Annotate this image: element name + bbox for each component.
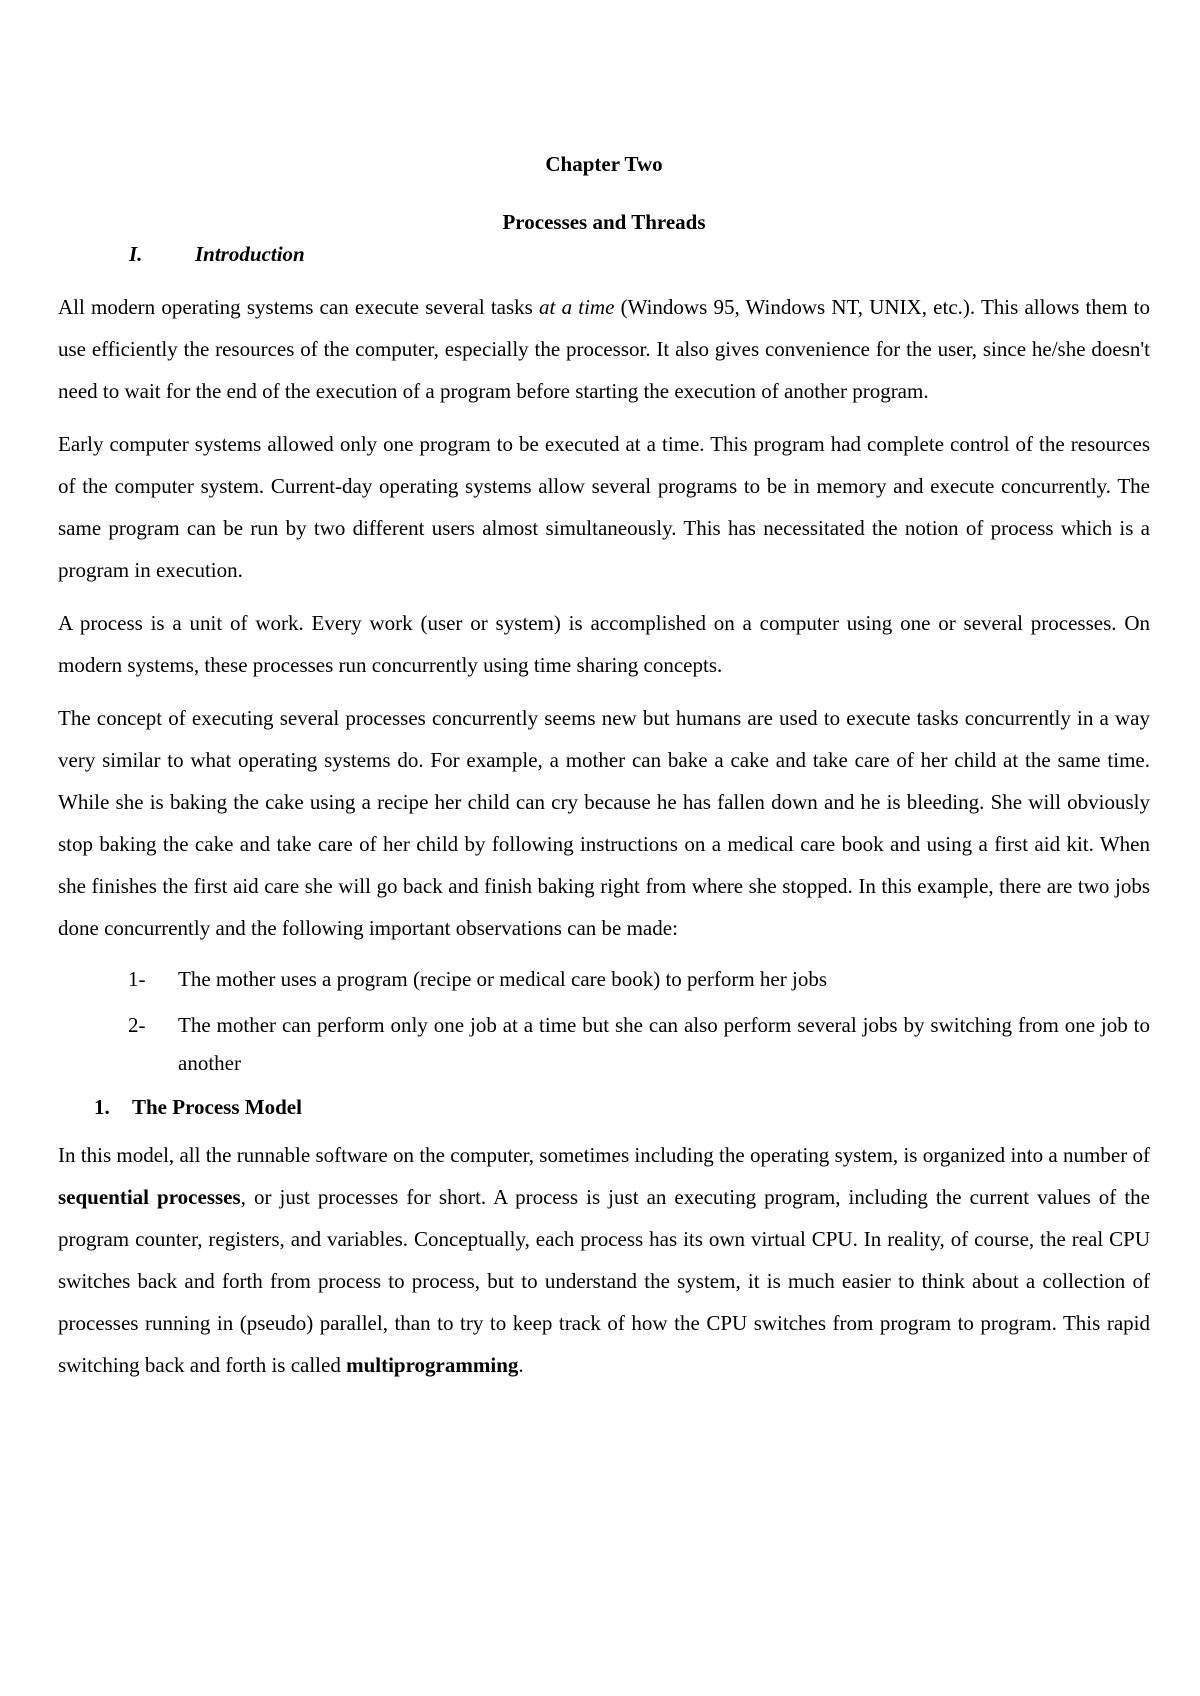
subsection-number: I. (129, 242, 143, 266)
subsection-title: Introduction (195, 242, 305, 266)
process-model-title: The Process Model (132, 1095, 302, 1119)
paragraph-process-unit: A process is a unit of work. Every work (user or system) is accomplished on a computer using one or several processes. On modern systems, these processes run concurrently using time sharing concepts. (58, 611, 1150, 677)
paragraph-early-systems: Early computer systems allowed only one program to be executed at a time. This program had complete control of the resources of the computer system. Current-day operating systems allow several programs to be in memory and execute concurrently. The same program can be run by two different users almost simultaneously. This has necessitated the notion of process which is a program in execution. (58, 432, 1150, 582)
paragraph-intro (58, 286, 1150, 412)
process-model-heading (58, 1090, 1150, 1124)
observations-list (58, 960, 1150, 1082)
subsection-heading (58, 240, 1150, 268)
term-multiprogramming: multiprogramming (346, 1353, 519, 1377)
list-item (58, 960, 1150, 998)
paragraph-intro-part-a: All modern operating systems can execute several tasks (58, 295, 540, 319)
paragraph-model-part-c: . (518, 1353, 524, 1377)
term-sequential-processes: sequential processes (58, 1185, 241, 1209)
list-item (58, 1006, 1150, 1082)
paragraph-model-part-b: , or just processes for short. A process is just an executing program, including the current values of the program counter, registers, and variables. Conceptually, each process has its own virtual CPU. In reality, of course, the real CPU switches back and forth from process to process, but to understand the system, it is much easier to think about a collection of processes running in (pseudo) parallel, than to try to keep track of how the CPU switches from program to program. This rapid switching back and forth is called (58, 1185, 1150, 1377)
paragraph-process-model (58, 1134, 1150, 1386)
chapter-title: Chapter Two (545, 152, 663, 176)
list-item-marker: 2- (128, 1013, 146, 1037)
paragraph-intro-part-b: (Windows 95, Windows NT, UNIX, etc.). This allows them to use efficiently the resources of the computer, especially the processor. It also gives convenience for the user, since he/she doesn't need to wait for the end of the execution of a program before starting the execution of another program. (58, 295, 1150, 403)
process-model-number: 1. (94, 1095, 110, 1119)
list-item-text: The mother can perform only one job at a time but she can also perform several jobs by switching from one job to another (178, 1013, 1150, 1075)
paragraph-intro-emphasis: at a time (539, 295, 615, 319)
list-item-text: The mother uses a program (recipe or medical care book) to perform her jobs (178, 967, 827, 991)
list-item-marker: 1- (128, 967, 146, 991)
paragraph-concept: The concept of executing several processes concurrently seems new but humans are used to execute tasks concurrently in a way very similar to what operating systems do. For example, a mother can bake a cake and take care of her child at the same time. While she is baking the cake using a recipe her child can cry because he has fallen down and he is bleeding. She will obviously stop baking the cake and take care of her child by following instructions on a medical care book and using a first aid kit. When she finishes the first aid care she will go back and finish baking right from where she stopped. In this example, there are two jobs done concurrently and the following important observations can be made: (58, 706, 1150, 940)
document-content (58, 150, 1150, 1397)
paragraph-model-part-a: In this model, all the runnable software on the computer, sometimes including the operating system, is organized into a number of (58, 1143, 1150, 1167)
section-title: Processes and Threads (502, 210, 706, 234)
